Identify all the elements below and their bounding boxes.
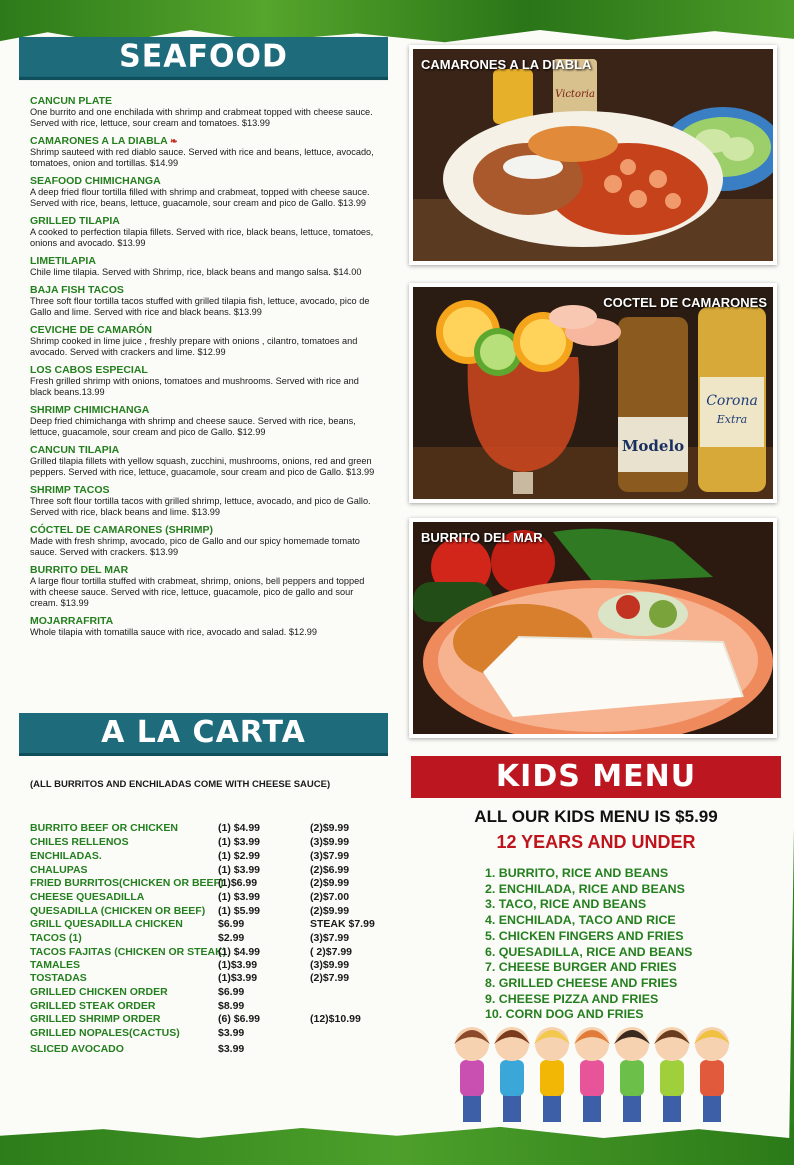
a-la-carta-item-name: GRILLED STEAK ORDER	[30, 1000, 156, 1012]
a-la-carta-item-name: GRILL QUESADILLA CHICKEN	[30, 918, 183, 930]
a-la-carta-row	[30, 905, 375, 919]
seafood-item-name	[30, 324, 380, 336]
kids-menu-item: 7. CHEESE BURGER AND FRIES	[485, 960, 677, 975]
a-la-carta-price-2: ( 2)$7.99	[310, 946, 353, 958]
a-la-carta-item-name: BURRITO BEEF OR CHICKEN	[30, 822, 178, 834]
kids-illustration	[444, 1020, 744, 1130]
photo-caption: COCTEL DE CAMARONES	[603, 295, 767, 310]
a-la-carta-price-1: $2.99	[218, 932, 245, 944]
a-la-carta-row	[30, 972, 375, 986]
kids-menu-item: 4. ENCHILADA, TACO AND RICE	[485, 913, 676, 928]
seafood-item	[30, 175, 380, 209]
a-la-carta-row	[30, 932, 375, 946]
seafood-item-name-text: LOS CABOS ESPECIAL	[30, 364, 148, 376]
seafood-item-description: Grilled tilapia fillets with yellow squash, zucchini, mushrooms, onions, red and green peppers. Served with rice, lettuce, guacamole, sour cream and pico de Gallo. $13.99	[30, 456, 375, 477]
kid-figure	[454, 1027, 490, 1122]
a-la-carta-price-1: (1) $3.99	[218, 836, 261, 848]
chili-pepper-icon: ❧	[167, 136, 178, 146]
seafood-item-name-text: SEAFOOD CHIMICHANGA	[30, 175, 161, 187]
seafood-item-description: Deep fried chimichanga with shrimp and cheese sauce. Served with rice, beans, lettuce, guacamole, sour cream and pico de Gallo. $12.99	[30, 416, 356, 437]
a-la-carta-price-2: (2)$9.99	[310, 877, 350, 889]
photo-camarones-a-la-diabla	[409, 45, 777, 265]
a-la-carta-price-2: (3)$7.99	[310, 932, 350, 944]
seafood-item-name-text: CANCUN PLATE	[30, 95, 113, 107]
seafood-item-description: Shrimp cooked in lime juice , freshly prepare with onions , cilantro, tomatoes and avocado. Served with crackers and lime. $12.99	[30, 336, 358, 357]
a-la-carta-price-2: (2)$6.99	[310, 864, 350, 876]
a-la-carta-item-name: ENCHILADAS.	[30, 850, 102, 862]
a-la-carta-item-name: CHILES RELLENOS	[30, 836, 129, 848]
seafood-item-description: One burrito and one enchilada with shrimp and crabmeat topped with cheese sauce. Served with rice, lettuce, sour cream and tomatoes. $13.99	[30, 107, 373, 128]
kids-menu-item: 5. CHICKEN FINGERS AND FRIES	[485, 928, 684, 943]
seafood-item-name	[30, 484, 380, 496]
seafood-item-name-text: MOJARRAFRITA	[30, 615, 114, 627]
kids-menu-item: 9. CHEESE PIZZA AND FRIES	[485, 991, 659, 1006]
seafood-item-name	[30, 404, 380, 416]
a-la-carta-row	[30, 918, 375, 932]
a-la-carta-price-1: (1) $3.99	[218, 891, 261, 903]
seafood-item	[30, 564, 380, 609]
a-la-carta-item-name: FRIED BURRITOS(CHICKEN OR BEEF)	[30, 877, 224, 889]
seafood-item-name-text: BURRITO DEL MAR	[30, 564, 129, 576]
a-la-carta-price-2: (3)$9.99	[310, 959, 350, 971]
a-la-carta-price-1: (1)$6.99	[218, 877, 258, 889]
seafood-list	[30, 95, 380, 644]
a-la-carta-row	[30, 1027, 375, 1041]
kids-menu-item: 3. TACO, RICE AND BEANS	[485, 897, 647, 912]
corona-extra-label: Extra	[716, 413, 748, 426]
seafood-item	[30, 404, 380, 438]
a-la-carta-item-name: QUESADILLA (CHICKEN OR BEEF)	[30, 905, 206, 917]
a-la-carta-price-1: $3.99	[218, 1027, 245, 1039]
a-la-carta-price-2: (2)$7.99	[310, 972, 350, 984]
seafood-item-description: Whole tilapia with tomatilla sauce with rice, avocado and salad. $12.99	[30, 627, 318, 637]
seafood-item	[30, 615, 380, 638]
a-la-carta-row	[30, 822, 375, 836]
seafood-item	[30, 95, 380, 129]
seafood-item-description: Three soft flour tortilla tacos with grilled shrimp, lettuce, avocado, and pico de Gallo. Served with rice, black beans and lime. $13.99	[30, 496, 371, 517]
a-la-carta-item-name: CHEESE QUESADILLA	[30, 891, 145, 903]
a-la-carta-price-1: (1) $3.99	[218, 864, 261, 876]
seafood-item	[30, 255, 380, 278]
a-la-carta-item-name: GRILLED CHICKEN ORDER	[30, 986, 168, 998]
kids-menu-item: 8. GRILLED CHEESE AND FRIES	[485, 975, 678, 990]
seafood-item-name-text: CANCUN TILAPIA	[30, 444, 120, 456]
seafood-item	[30, 524, 380, 558]
a-la-carta-price-2: (3)$7.99	[310, 850, 350, 862]
seafood-item-description: A cooked to perfection tilapia fillets. Served with rice, black beans, lettuce, tomatoes, onions and avocado. $13.99	[30, 227, 374, 248]
kid-figure	[574, 1027, 610, 1122]
seafood-item-name-text: CÓCTEL DE CAMARONES (SHRIMP)	[30, 524, 213, 536]
a-la-carta-price-1: (1) $4.99	[218, 822, 261, 834]
a-la-carta-price-1: (1) $5.99	[218, 905, 261, 917]
a-la-carta-row	[30, 959, 375, 973]
kids-menu-list	[485, 866, 692, 1023]
a-la-carta-price-2: STEAK $7.99	[310, 918, 375, 930]
seafood-item	[30, 484, 380, 518]
kid-figure	[614, 1027, 650, 1122]
seafood-item-name-text: GRILLED TILAPIA	[30, 215, 120, 227]
seafood-item-description: A large flour tortilla stuffed with crabmeat, shrimp, onions, bell peppers and topped with cheese sauce. Served with rice, lettuce, guacamole, pico de gallo and sour cream. $13.99	[30, 576, 365, 608]
seafood-item-description: Chile lime tilapia. Served with Shrimp, rice, black beans and mango salsa. $14.00	[30, 267, 362, 277]
a-la-carta-item-name: TACOS FAJITAS (CHICKEN OR STEAK)	[30, 946, 227, 958]
kids-menu-item: 1. BURRITO, RICE AND BEANS	[485, 866, 669, 880]
a-la-carta-row	[30, 1013, 375, 1027]
seafood-item-name	[30, 444, 380, 456]
victoria-can-label: Victoria	[555, 89, 595, 100]
a-la-carta-row	[30, 946, 375, 960]
seafood-item-name-text: CEVICHE DE CAMARÓN	[30, 324, 152, 336]
a-la-carta-price-1: $8.99	[218, 1000, 245, 1012]
kids-menu-heading: KIDS MENU	[411, 756, 781, 798]
a-la-carta-row	[30, 836, 375, 850]
a-la-carta-item-name: TACOS (1)	[30, 932, 82, 944]
a-la-carta-price-1: (1)$3.99	[218, 959, 258, 971]
seafood-item-name	[30, 135, 380, 147]
kid-figure	[654, 1027, 690, 1122]
a-la-carta-item-name: CHALUPAS	[30, 864, 88, 876]
a-la-carta-price-2: (2)$7.00	[310, 891, 350, 903]
photo-caption: CAMARONES A LA DIABLA	[421, 57, 592, 72]
a-la-carta-item-name: TOSTADAS	[30, 972, 87, 984]
a-la-carta-row	[30, 986, 375, 1000]
seafood-item-name-text: LIMETILAPIA	[30, 255, 96, 267]
seafood-item-description: Shrimp sauteed with red diablo sauce. Served with rice and beans, lettuce, avocado, tomatoes, onion and tortillas. $14.99	[30, 147, 374, 168]
seafood-item-description: A deep fried flour tortilla filled with shrimp and crabmeat, topped with cheese sauce. Served with rice, beans, lettuce, guacamole, sour cream and pico de Gallo. $13.99	[30, 187, 370, 208]
seafood-item-description: Fresh grilled shrimp with onions, tomatoes and mushrooms. Served with rice and black beans.13.99	[30, 376, 359, 397]
kids-menu-item: 10. CORN DOG AND FRIES	[485, 1007, 644, 1022]
a-la-carta-note: (ALL BURRITOS AND ENCHILADAS COME WITH CHEESE SAUCE)	[30, 779, 331, 790]
a-la-carta-price-2: (3)$9.99	[310, 836, 350, 848]
seafood-item-name	[30, 364, 380, 376]
a-la-carta-row	[30, 1043, 375, 1057]
a-la-carta-price-1: (6) $6.99	[218, 1013, 261, 1025]
seafood-item-name-text: BAJA FISH TACOS	[30, 284, 124, 296]
seafood-item	[30, 364, 380, 398]
photo-caption: BURRITO DEL MAR	[421, 530, 543, 545]
a-la-carta-item-name: GRILLED SHRIMP ORDER	[30, 1013, 161, 1025]
a-la-carta-price-1: (1) $4.99	[218, 946, 261, 958]
kids-menu-item: 6. QUESADILLA, RICE AND BEANS	[485, 944, 693, 959]
a-la-carta-row	[30, 877, 375, 891]
a-la-carta-price-1: $3.99	[218, 1043, 245, 1055]
seafood-item-name-text: SHRIMP TACOS	[30, 484, 110, 496]
a-la-carta-row	[30, 850, 375, 864]
seafood-item-name	[30, 255, 380, 267]
kids-age-line: 12 YEARS AND UNDER	[496, 832, 696, 852]
photo-coctel-de-camarones	[409, 283, 777, 503]
seafood-item	[30, 284, 380, 318]
a-la-carta-price-1: $6.99	[218, 918, 245, 930]
a-la-carta-price-1: (1)$3.99	[218, 972, 258, 984]
kids-price-line: ALL OUR KIDS MENU IS $5.99	[474, 807, 718, 826]
seafood-item-name	[30, 524, 380, 536]
corona-label: Corona	[706, 393, 758, 409]
seafood-item	[30, 215, 380, 249]
a-la-carta-price-1: (1) $2.99	[218, 850, 261, 862]
seafood-item-name-text: CAMARONES A LA DIABLA	[30, 135, 168, 147]
kids-menu-item: 2. ENCHILADA, RICE AND BEANS	[485, 881, 685, 896]
kid-figure	[694, 1027, 730, 1122]
seafood-item-name	[30, 175, 380, 187]
seafood-item-name	[30, 564, 380, 576]
a-la-carta-heading: A LA CARTA	[19, 713, 388, 756]
a-la-carta-row	[30, 1000, 375, 1014]
seafood-item-description: Made with fresh shrimp, avocado, pico de Gallo and our spicy homemade tomato sauce. Served with crackers. $13.99	[30, 536, 360, 557]
a-la-carta-item-name: GRILLED NOPALES(CACTUS)	[30, 1027, 180, 1039]
a-la-carta-price-2: (2)$9.99	[310, 905, 350, 917]
modelo-label: Modelo	[621, 437, 685, 455]
seafood-item	[30, 324, 380, 358]
seafood-heading: SEAFOOD	[19, 37, 388, 80]
a-la-carta-item-name: TAMALES	[30, 959, 80, 971]
a-la-carta-row	[30, 864, 375, 878]
seafood-item-name	[30, 95, 380, 107]
kid-figure	[494, 1027, 530, 1122]
kid-figure	[534, 1027, 570, 1122]
a-la-carta-price-2: (2)$9.99	[310, 822, 350, 834]
seafood-item-name	[30, 215, 380, 227]
seafood-item-name	[30, 615, 380, 627]
seafood-item	[30, 444, 380, 478]
a-la-carta-row	[30, 891, 375, 905]
seafood-item-name	[30, 284, 380, 296]
photo-burrito-del-mar	[409, 518, 777, 738]
a-la-carta-price-1: $6.99	[218, 986, 245, 998]
seafood-item-description: Three soft flour tortilla tacos stuffed with grilled tilapia fish, lettuce, avocado, pico de Gallo and lime. Served with rice and black beans. $13.99	[30, 296, 370, 317]
a-la-carta-price-2: (12)$10.99	[310, 1013, 361, 1025]
seafood-item	[30, 135, 380, 169]
a-la-carta-item-name: SLICED AVOCADO	[30, 1043, 124, 1055]
seafood-item-name-text: SHRIMP CHIMICHANGA	[30, 404, 150, 416]
